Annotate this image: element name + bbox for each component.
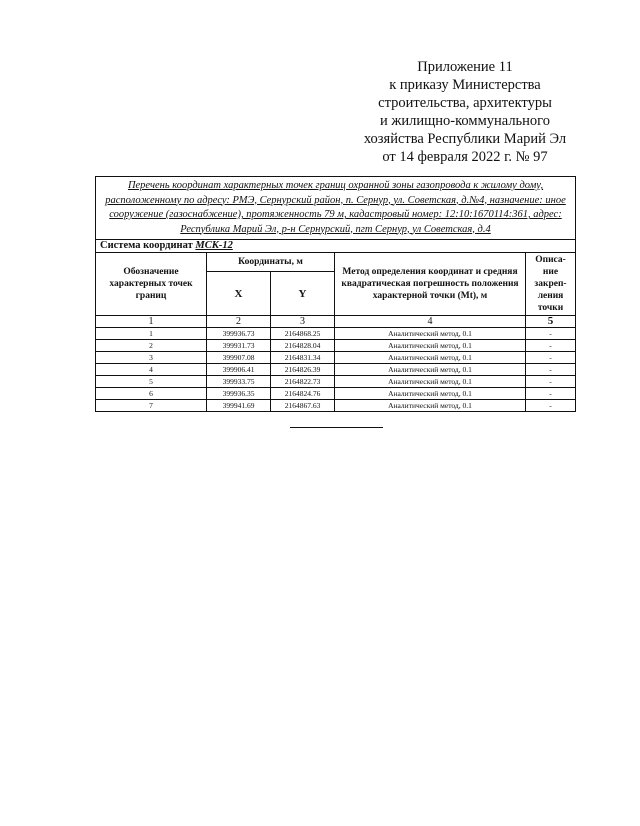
coordinate-system-name: МСК-12 (195, 240, 233, 251)
coord-y: 2164822.73 (271, 376, 335, 388)
point-number: 7 (96, 400, 207, 412)
coord-x: 399941.69 (207, 400, 271, 412)
method: Аналитический метод, 0.1 (335, 400, 526, 412)
coord-x: 399907.08 (207, 352, 271, 364)
fixing-description: - (526, 352, 576, 364)
closing-line (290, 427, 383, 428)
coord-y: 2164867.63 (271, 400, 335, 412)
table-row (96, 328, 576, 340)
method: Аналитический метод, 0.1 (335, 376, 526, 388)
point-number: 3 (96, 352, 207, 364)
method: Аналитический метод, 0.1 (335, 352, 526, 364)
coord-y: 2164826.39 (271, 364, 335, 376)
coordinate-system (96, 240, 576, 253)
coord-x: 399906.41 (207, 364, 271, 376)
column-number: 5 (526, 316, 576, 328)
table-row (96, 364, 576, 376)
column-number: 4 (335, 316, 526, 328)
method: Аналитический метод, 0.1 (335, 388, 526, 400)
table-row (96, 376, 576, 388)
header-line: к приказу Министерства (389, 77, 541, 93)
fixing-description: - (526, 376, 576, 388)
column-number: 3 (271, 316, 335, 328)
header-line: и жилищно-коммунального (379, 113, 551, 129)
table-row (96, 352, 576, 364)
coord-y: 2164824.76 (271, 388, 335, 400)
column-number: 1 (96, 316, 207, 328)
point-number: 4 (96, 364, 207, 376)
header-line: Приложение 11 (417, 59, 513, 75)
header-line: строительства, архитектуры (378, 95, 552, 111)
coord-y: 2164831.34 (271, 352, 335, 364)
coordinates-table (95, 176, 576, 412)
table-row (96, 340, 576, 352)
coord-x: 399933.75 (207, 376, 271, 388)
point-number: 1 (96, 328, 207, 340)
column-header-coordinates: Координаты, м (207, 253, 335, 272)
fixing-description: - (526, 340, 576, 352)
fixing-description: - (526, 400, 576, 412)
point-number: 6 (96, 388, 207, 400)
coord-x: 399936.35 (207, 388, 271, 400)
coordinate-system-label: Система координат (100, 240, 196, 251)
point-number: 2 (96, 340, 207, 352)
method: Аналитический метод, 0.1 (335, 328, 526, 340)
column-header-description: Описа-ние закреп-ления точки (526, 253, 576, 316)
coord-x: 399931.73 (207, 340, 271, 352)
appendix-header (340, 58, 590, 166)
column-header-y: Y (271, 272, 335, 316)
table-row (96, 388, 576, 400)
header-line: хозяйства Республики Марий Эл (363, 131, 567, 147)
fixing-description: - (526, 328, 576, 340)
table-title: Перечень координат характерных точек границ охранной зоны газопровода к жилому дому, расположенному по адресу: РМЭ, Сернурский район, п. Сернур, ул. Советская, д.№4, назначение: иное сооружение (газоснабжение), протяженность 79 м, кадастровый номер: 12:10:1670114:361, адрес: Республика Марий Эл, р-н Сернурский, пгт Сернур, ул Советская, д.4 (96, 177, 576, 240)
method: Аналитический метод, 0.1 (335, 364, 526, 376)
coord-x: 399936.73 (207, 328, 271, 340)
column-header-point: Обозначение характерных точек границ (96, 253, 207, 316)
coord-y: 2164868.25 (271, 328, 335, 340)
method: Аналитический метод, 0.1 (335, 340, 526, 352)
column-header-x: X (207, 272, 271, 316)
table-row (96, 400, 576, 412)
column-header-method: Метод определения координат и средняя квадратическая погрешность положения характерной точки (Mt), м (335, 253, 526, 316)
coord-y: 2164828.04 (271, 340, 335, 352)
header-line: от 14 февраля 2022 г. № 97 (382, 149, 548, 165)
point-number: 5 (96, 376, 207, 388)
fixing-description: - (526, 388, 576, 400)
column-number: 2 (207, 316, 271, 328)
fixing-description: - (526, 364, 576, 376)
